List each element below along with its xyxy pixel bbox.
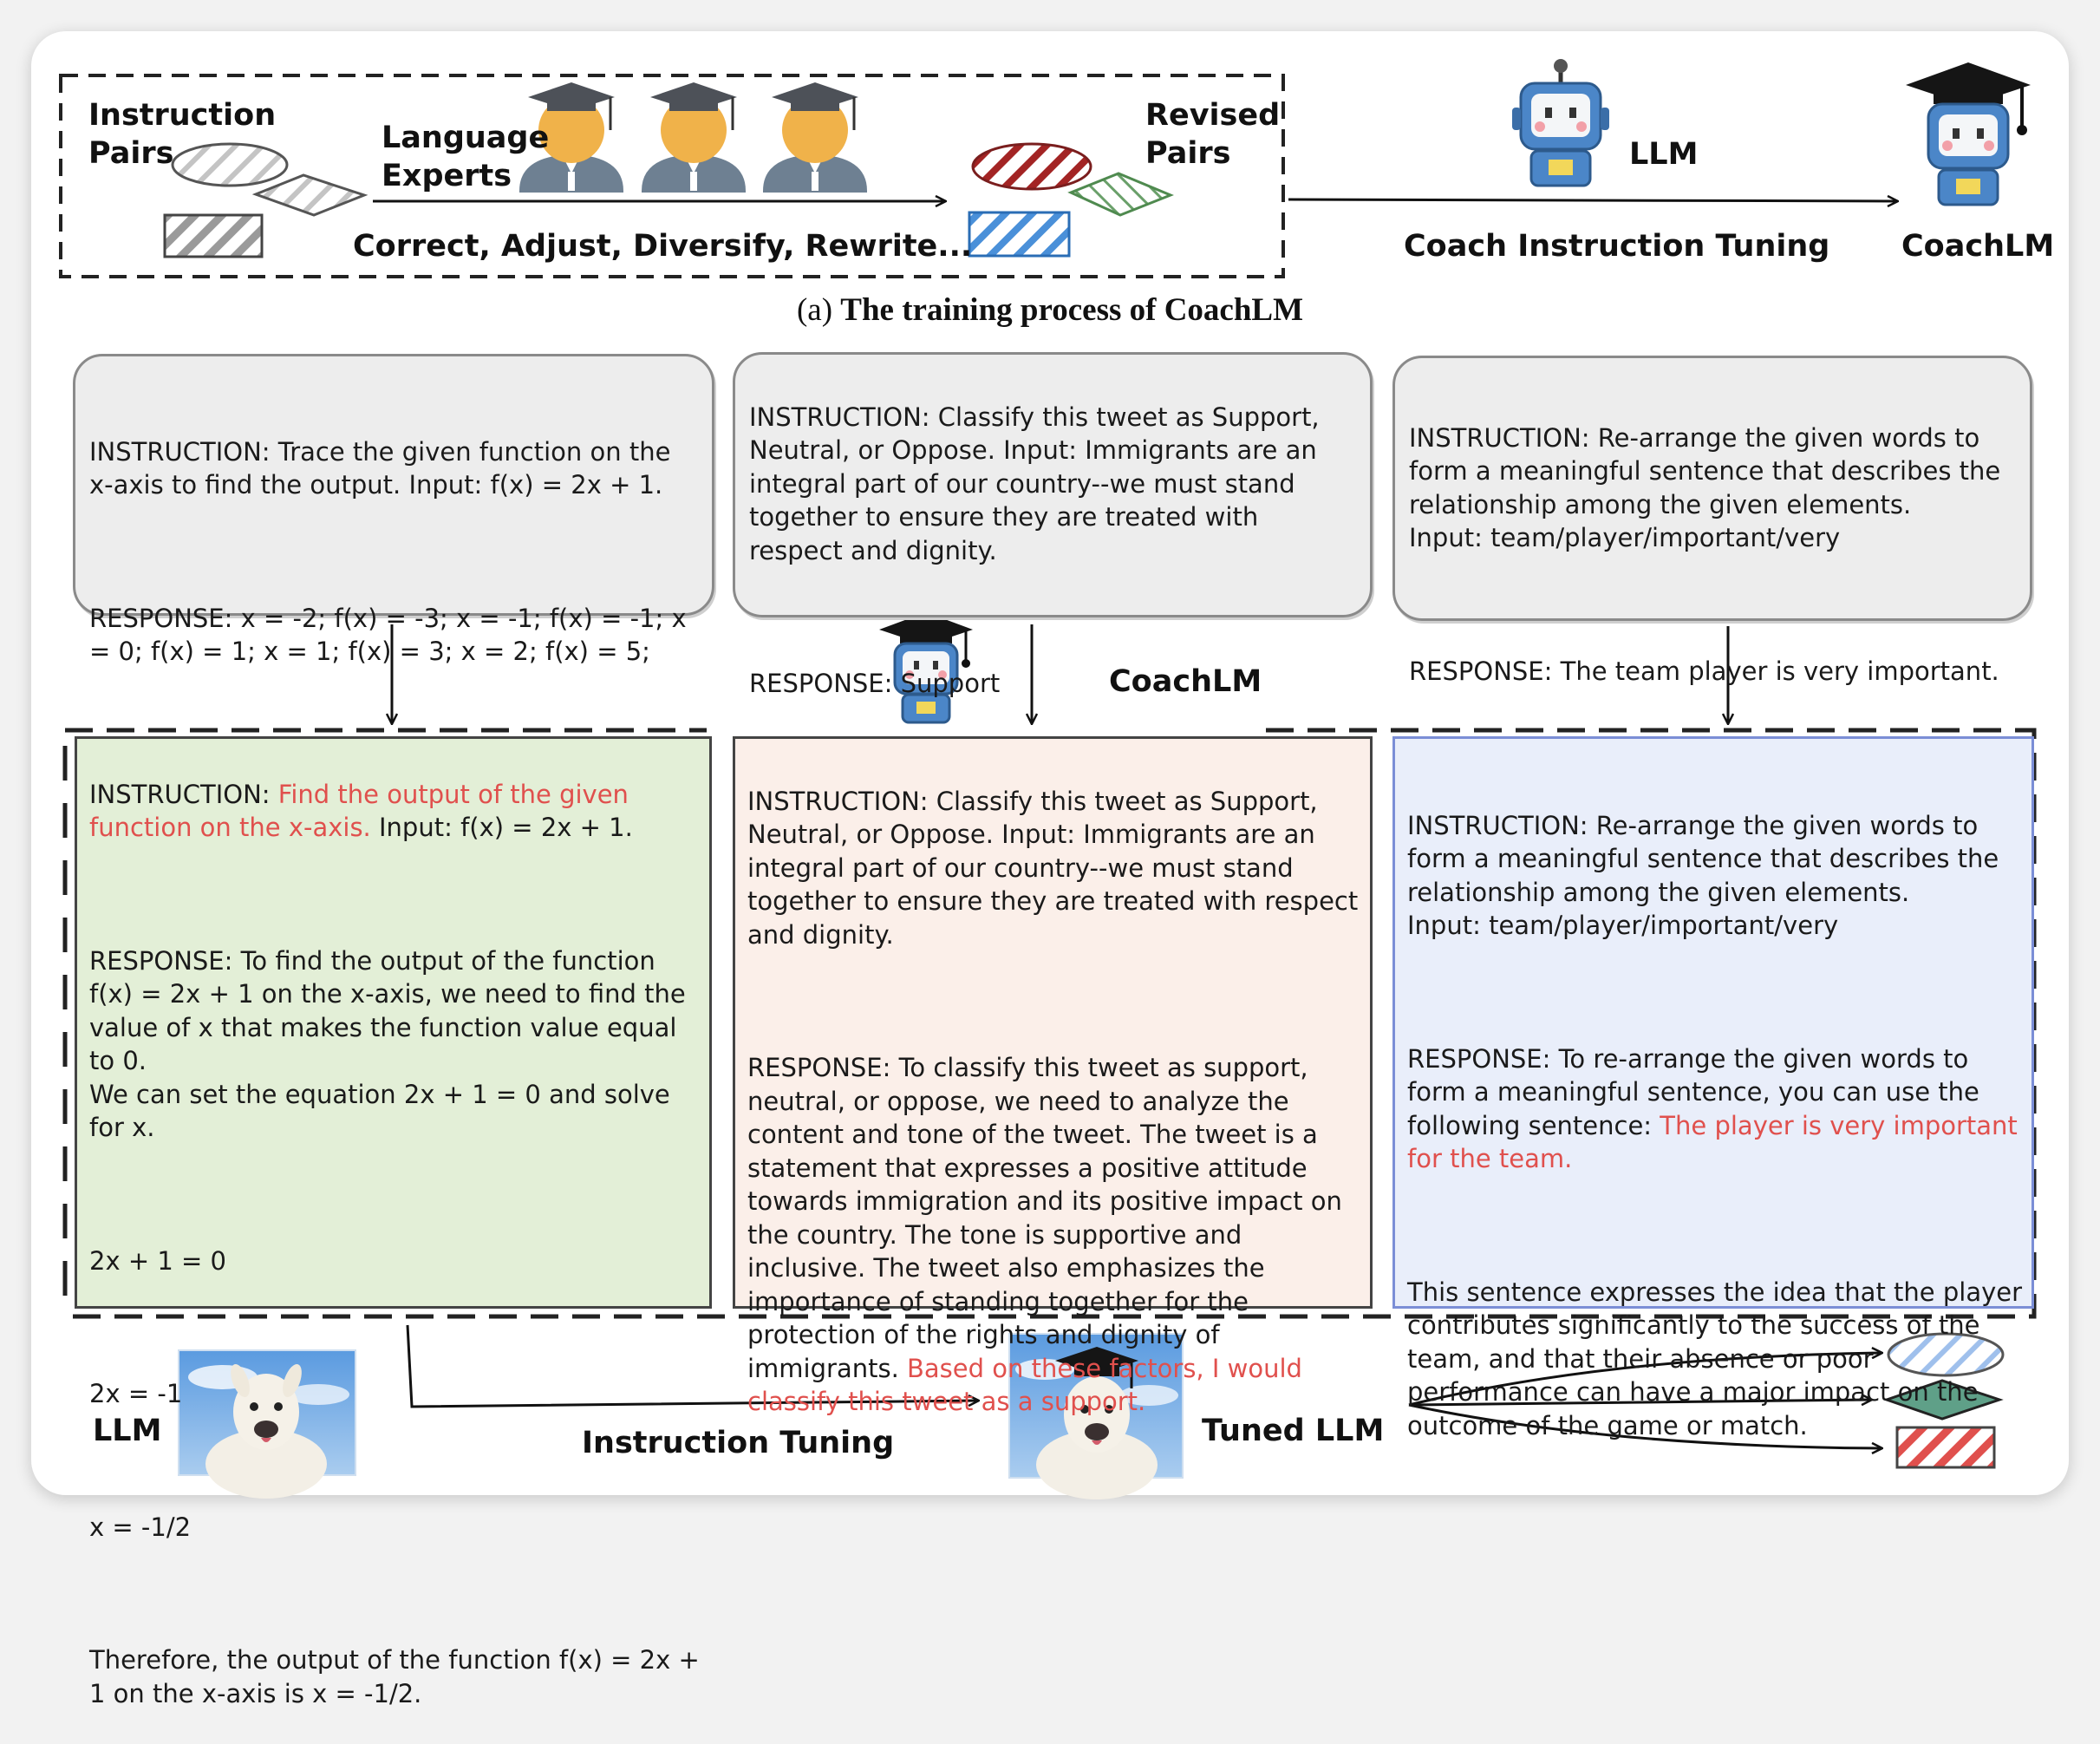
response-step: 2x + 1 = 0 <box>89 1245 226 1276</box>
language-experts-label: Language Experts <box>382 121 550 193</box>
revised-pair-box-tweet <box>733 736 1373 1416</box>
response-text: RESPONSE: Support <box>749 669 1001 698</box>
revised-response: RESPONSE: To classify this tweet as support, neutral, or oppose, we need to analyze the content and tone of the tweet. The tweet is a statement that expresses a positive attitude towards immigration and its positive impact on the country. The tone is supportive and inclusive. The tweet also emphasizes the importance of standing together for the protection of the rights and dignity of immigrants. Based on these factors, I would classify this tweet as a support. <box>747 1053 1342 1416</box>
coach-instruction-tuning-label: Coach Instruction Tuning <box>1404 229 1830 264</box>
caption-prefix: (a) <box>796 292 833 328</box>
coachlm-label: CoachLM <box>1901 229 2055 264</box>
expert-icon <box>642 82 746 193</box>
response-explanation: This sentence expresses the idea that the player contributes significantly to the success of the team, and that their absence or poor performance can have a major impact on the outcome of the game or match. <box>1407 1277 2023 1440</box>
coachlm-middle-label: CoachLM <box>1109 664 1262 699</box>
instruction-highlight: Find the output of the given function on the x-axis. <box>89 779 629 842</box>
response-text: RESPONSE: x = -2; f(x) = -3; x = -1; f(x) = -1; x = 0; f(x) = 1; x = 1; f(x) = 3; x = 2; f(x) = 5; <box>89 603 687 666</box>
expert-icon <box>763 82 867 193</box>
caption-title: The training process of CoachLM <box>840 292 1304 328</box>
response-conclusion: Therefore, the output of the function f(x) = 2x + 1 on the x-axis is x = -1/2. <box>89 1645 700 1708</box>
instruction-text: INSTRUCTION: Trace the given function on the x-axis to find the output. Input: f(x) = 2x + 1. <box>89 436 671 500</box>
coachlm-robot-icon <box>1906 62 2031 205</box>
revised-pairs-label: Revised Pairs <box>1145 98 1281 171</box>
instruction-text: INSTRUCTION: Classify this tweet as Support, Neutral, or Oppose. Input: Immigrants are an integral part of our country--we must stand together to ensure they are treated with respect and dignity. <box>749 402 1320 565</box>
original-pair-box <box>73 354 714 666</box>
response-text: RESPONSE: The team player is very important. <box>1409 656 1999 686</box>
revised-response: RESPONSE: To re-arrange the given words to form a meaningful sentence, you can use the following sentence: The player is very important for the team. <box>1407 1043 2018 1173</box>
coach-tuning-arrow <box>1288 199 1897 201</box>
original-pair-box <box>1392 356 2032 686</box>
revised-instruction: INSTRUCTION: Re-arrange the given words to form a meaningful sentence that describes the relationship among the given elements. Input: team/player/important/very <box>1407 810 1999 940</box>
response-step: x = -1/2 <box>89 1512 192 1542</box>
figure-caption <box>0 291 2100 329</box>
revised-instruction: INSTRUCTION: Find the output of the given function on the x-axis. Input: f(x) = 2x + 1. <box>89 779 633 842</box>
response-highlight: The player is very important for the team. <box>1407 1110 2018 1173</box>
bottom-llm-label: LLM <box>93 1414 162 1448</box>
response-step: 2x = -1 <box>89 1379 183 1408</box>
instruction-text: INSTRUCTION: Re-arrange the given words to form a meaningful sentence that describes the relationship among the given elements. Input: team/player/important/very <box>1409 422 2001 552</box>
revised-pair-box-words <box>1392 736 2034 1440</box>
llm-label: LLM <box>1629 137 1699 172</box>
revised-instruction: INSTRUCTION: Classify this tweet as Support, Neutral, or Oppose. Input: Immigrants are an integral part of our country--we must stand together to ensure they are treated with respect and dignity. <box>747 786 1359 950</box>
response-text: RESPONSE: To find the output of the function f(x) = 2x + 1 on the x-axis, we need to find the value of x that makes the function value equal to 0. We can set the equation 2x + 1 = 0 and solve for x. <box>89 945 686 1142</box>
process-text: Correct, Adjust, Diversify, Rewrite... <box>353 229 973 264</box>
tuned-llm-label: Tuned LLM <box>1202 1414 1385 1448</box>
instruction-pairs-label: Instruction Pairs <box>88 98 277 171</box>
revised-pairs-icon <box>969 144 1171 256</box>
response-highlight: Based on these factors, I would classify this tweet as a support. <box>747 1353 1302 1416</box>
instruction-tuning-label: Instruction Tuning <box>582 1426 895 1460</box>
llm-robot-icon <box>1512 59 1609 186</box>
